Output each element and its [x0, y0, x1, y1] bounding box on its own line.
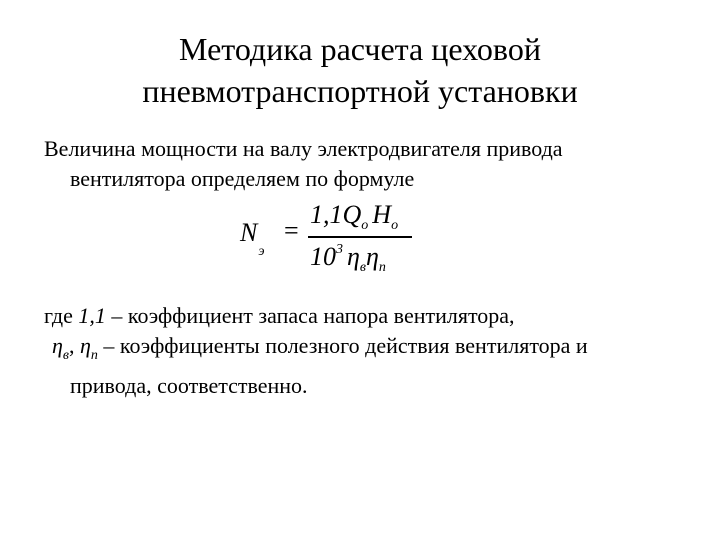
eta-2: η	[365, 242, 379, 271]
formula-lhs-subscript: э	[258, 244, 265, 259]
title-line-1: Методика расчета цеховой	[179, 31, 541, 67]
numerator-h-sub: о	[391, 218, 399, 233]
explanation-text-1: – коэффициент запаса напора вентилятора,	[105, 303, 515, 328]
denominator-base: 10	[310, 242, 336, 271]
formula-lhs-symbol: N	[240, 218, 258, 247]
denominator-exp: 3	[336, 242, 343, 257]
eta-p-symbol: η	[80, 333, 91, 358]
numerator-q: Q	[342, 200, 362, 229]
eta-p-sub: п	[90, 348, 98, 363]
explanation-line-1	[44, 301, 684, 331]
explanation-line-3: привода, соответственно.	[70, 373, 308, 398]
explanation-symbol: 1,1	[78, 303, 106, 328]
formula-lhs	[240, 218, 265, 259]
title-line-2: пневмотранспортной установки	[142, 73, 578, 109]
fraction-bar	[308, 236, 412, 238]
eta-b-sub: в	[62, 348, 69, 363]
intro-line-1: Величина мощности на валу электродвигателя привода	[44, 136, 563, 161]
intro-line-2: вентилятора определяем по формуле	[70, 166, 415, 191]
formula-equals: =	[284, 216, 299, 245]
explanation-text-2: – коэффициенты полезного действия вентилятора и	[97, 333, 588, 358]
numerator-q-sub: о	[361, 218, 369, 233]
formula-numerator	[310, 200, 398, 234]
explanation-prefix: где	[44, 303, 79, 328]
eta-b-symbol: η	[52, 333, 63, 358]
explanation-paragraph	[44, 301, 684, 401]
eta-1: η	[347, 242, 360, 271]
eta-2-sub: п	[378, 260, 386, 275]
intro-paragraph	[44, 134, 684, 194]
explanation-line-2	[44, 331, 684, 371]
slide-title	[60, 28, 660, 112]
eta-separator: ,	[69, 333, 80, 358]
formula-denominator	[310, 242, 386, 276]
eta-1-sub: в	[359, 260, 366, 275]
numerator-coef: 1,1	[310, 200, 343, 229]
numerator-h: H	[372, 200, 392, 229]
power-formula	[232, 196, 432, 280]
